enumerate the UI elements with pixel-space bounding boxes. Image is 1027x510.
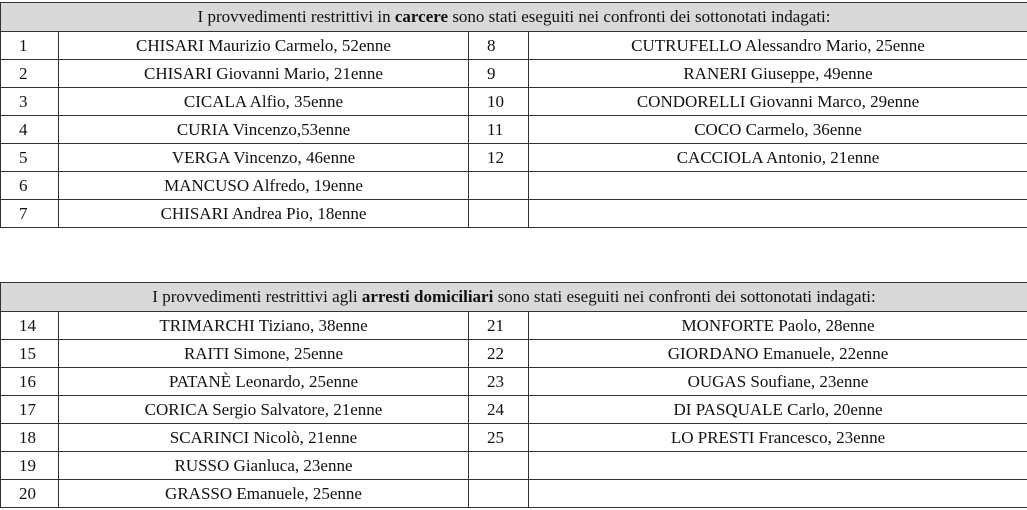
- person-name-right: OUGAS Soufiane, 23enne: [529, 368, 1027, 396]
- person-name-left: TRIMARCHI Tiziano, 38enne: [59, 312, 469, 340]
- table-row: [1, 480, 1027, 508]
- table-row: [1, 116, 1027, 144]
- row-number-left: 4: [1, 116, 59, 144]
- person-name-right: [529, 480, 1027, 508]
- header-row: [1, 283, 1027, 312]
- row-number-left: 1: [1, 32, 59, 60]
- header-text-before: I provvedimenti restrittivi agli: [152, 287, 362, 306]
- row-number-left: 17: [1, 396, 59, 424]
- row-number-right: 11: [469, 116, 529, 144]
- header-text-bold: carcere: [394, 7, 449, 26]
- person-name-left: CHISARI Giovanni Mario, 21enne: [59, 60, 469, 88]
- person-name-right: CUTRUFELLO Alessandro Mario, 25enne: [529, 32, 1027, 60]
- row-number-right: [469, 480, 529, 508]
- header-text-after: sono stati eseguiti nei confronti dei sottonotati indagati:: [493, 287, 876, 306]
- person-name-right: [529, 452, 1027, 480]
- row-number-right: 24: [469, 396, 529, 424]
- person-name-left: CHISARI Maurizio Carmelo, 52enne: [59, 32, 469, 60]
- person-name-left: CHISARI Andrea Pio, 18enne: [59, 200, 469, 228]
- row-number-right: 25: [469, 424, 529, 452]
- table-row: [1, 368, 1027, 396]
- row-number-right: 10: [469, 88, 529, 116]
- row-number-right: [469, 452, 529, 480]
- row-number-right: 23: [469, 368, 529, 396]
- row-number-left: 18: [1, 424, 59, 452]
- row-number-left: 16: [1, 368, 59, 396]
- person-name-right: RANERI Giuseppe, 49enne: [529, 60, 1027, 88]
- person-name-left: CICALA Alfio, 35enne: [59, 88, 469, 116]
- person-name-left: VERGA Vincenzo, 46enne: [59, 144, 469, 172]
- row-number-left: 20: [1, 480, 59, 508]
- person-name-right: [529, 200, 1027, 228]
- person-name-left: PATANÈ Leonardo, 25enne: [59, 368, 469, 396]
- person-name-right: GIORDANO Emanuele, 22enne: [529, 340, 1027, 368]
- person-name-right: COCO Carmelo, 36enne: [529, 116, 1027, 144]
- row-number-left: 15: [1, 340, 59, 368]
- person-name-left: RUSSO Gianluca, 23enne: [59, 452, 469, 480]
- row-number-right: 21: [469, 312, 529, 340]
- person-name-right: MONFORTE Paolo, 28enne: [529, 312, 1027, 340]
- row-number-right: 8: [469, 32, 529, 60]
- row-number-left: 14: [1, 312, 59, 340]
- person-name-left: CORICA Sergio Salvatore, 21enne: [59, 396, 469, 424]
- person-name-left: RAITI Simone, 25enne: [59, 340, 469, 368]
- row-number-left: 2: [1, 60, 59, 88]
- table-row: [1, 144, 1027, 172]
- row-number-left: 5: [1, 144, 59, 172]
- arresti-domiciliari-table: [0, 282, 1027, 508]
- person-name-left: MANCUSO Alfredo, 19enne: [59, 172, 469, 200]
- person-name-right: DI PASQUALE Carlo, 20enne: [529, 396, 1027, 424]
- table-row: [1, 172, 1027, 200]
- person-name-left: CURIA Vincenzo,53enne: [59, 116, 469, 144]
- table-row: [1, 452, 1027, 480]
- table-row: [1, 340, 1027, 368]
- carcere-table: [0, 2, 1027, 228]
- person-name-right: CACCIOLA Antonio, 21enne: [529, 144, 1027, 172]
- table-row: [1, 424, 1027, 452]
- header-text-after: sono stati eseguiti nei confronti dei sottonotati indagati:: [448, 7, 831, 26]
- row-number-right: 9: [469, 60, 529, 88]
- table-row: [1, 312, 1027, 340]
- person-name-left: SCARINCI Nicolò, 21enne: [59, 424, 469, 452]
- section-header: [1, 3, 1027, 32]
- row-number-right: 22: [469, 340, 529, 368]
- row-number-right: [469, 200, 529, 228]
- row-number-left: 3: [1, 88, 59, 116]
- row-number-left: 6: [1, 172, 59, 200]
- header-row: [1, 3, 1027, 32]
- row-number-right: [469, 172, 529, 200]
- row-number-left: 7: [1, 200, 59, 228]
- table-row: [1, 60, 1027, 88]
- table-row: [1, 32, 1027, 60]
- row-number-right: 12: [469, 144, 529, 172]
- table-row: [1, 88, 1027, 116]
- header-text-before: I provvedimenti restrittivi in: [197, 7, 395, 26]
- person-name-right: LO PRESTI Francesco, 23enne: [529, 424, 1027, 452]
- header-text-bold: arresti domiciliari: [361, 287, 494, 306]
- row-number-left: 19: [1, 452, 59, 480]
- person-name-left: GRASSO Emanuele, 25enne: [59, 480, 469, 508]
- section-header: [1, 283, 1027, 312]
- person-name-right: CONDORELLI Giovanni Marco, 29enne: [529, 88, 1027, 116]
- person-name-right: [529, 172, 1027, 200]
- table-row: [1, 396, 1027, 424]
- table-row: [1, 200, 1027, 228]
